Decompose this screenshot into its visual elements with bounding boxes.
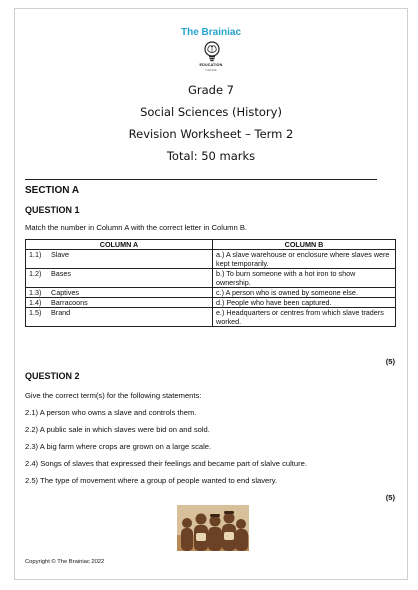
row-letter: a.) — [216, 250, 225, 259]
row-definition: A slave warehouse or enclosure where slaves were kept temporarily. — [216, 250, 390, 268]
logo-subtext: ONLINE — [205, 68, 217, 72]
row-number: 1.3) — [29, 288, 42, 297]
table-row — [26, 269, 396, 288]
column-a-header: COLUMN A — [26, 240, 213, 250]
row-letter: b.) — [216, 269, 225, 278]
question-2-instruction: Give the correct term(s) for the following statements: — [25, 391, 202, 400]
row-term: Slave — [51, 250, 69, 259]
worksheet-title: Revision Worksheet – Term 2 — [128, 127, 294, 141]
question-1-heading: QUESTION 1 — [25, 205, 80, 215]
row-term: Bases — [51, 269, 71, 278]
question-2-heading: QUESTION 2 — [25, 371, 80, 381]
row-definition: A person who is owned by someone else. — [225, 288, 358, 297]
divider — [25, 179, 377, 180]
total-marks: Total: 50 marks — [166, 149, 256, 163]
table-row — [26, 288, 396, 298]
row-term: Brand — [51, 308, 71, 317]
column-b-header: COLUMN B — [213, 240, 396, 250]
statement-item: 2.1) A person who owns a slave and controls them. — [25, 408, 197, 417]
subject-heading: Social Sciences (History) — [140, 105, 282, 119]
worksheet-page — [14, 8, 408, 580]
row-letter: e.) — [216, 308, 225, 317]
row-number: 1.2) — [29, 269, 42, 278]
matching-table — [25, 239, 396, 327]
row-number: 1.1) — [29, 250, 42, 259]
statement-item: 2.3) A big farm where crops are grown on a large scale. — [25, 442, 212, 451]
row-letter: c.) — [216, 288, 224, 297]
question-1-instruction: Match the number in Column A with the correct letter in Column B. — [25, 223, 248, 232]
row-number: 1.4) — [29, 298, 42, 307]
row-term: Captives — [51, 288, 79, 297]
table-row — [26, 308, 396, 327]
lightbulb-brain-icon — [201, 40, 223, 62]
table-row — [26, 250, 396, 269]
grade-heading: Grade 7 — [187, 83, 235, 97]
row-definition: Headquarters or centres from which slave traders worked. — [216, 308, 384, 326]
logo-text: EDUCATION — [199, 63, 223, 67]
section-a-heading: SECTION A — [25, 185, 80, 196]
row-definition: People who have been captured. — [226, 298, 332, 307]
row-letter: d.) — [216, 298, 225, 307]
question-1-marks: (5) — [385, 357, 395, 366]
statement-item: 2.2) A public sale in which slaves were bid on and sold. — [25, 425, 210, 434]
statement-item: 2.5) The type of movement where a group of people wanted to end slavery. — [25, 476, 278, 485]
table-row — [26, 298, 396, 308]
question-2-marks: (5) — [385, 493, 395, 502]
group-of-people-illustration — [177, 505, 249, 551]
row-number: 1.5) — [29, 308, 42, 317]
brand-title: The Brainiac — [180, 27, 242, 38]
row-definition: To burn someone with a hot iron to show ownership. — [216, 269, 356, 287]
statement-item: 2.4) Songs of slaves that expressed their feelings and became part of slalve culture. — [25, 459, 307, 468]
copyright-notice: Copyright © The Brainiac 2022 — [25, 559, 105, 565]
row-term: Barracoons — [51, 298, 88, 307]
